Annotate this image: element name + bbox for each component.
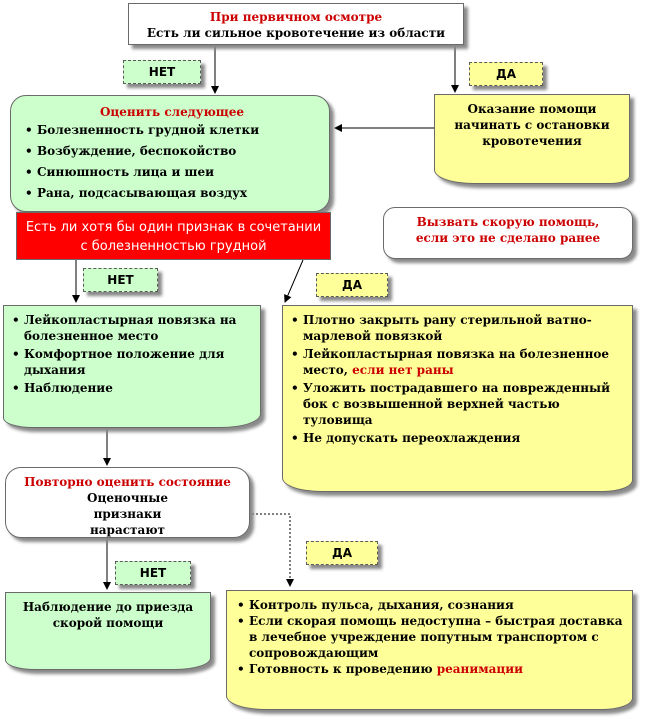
list-item-text: Готовность к проведению	[249, 662, 433, 676]
stop-bleeding-text: Оказание помощи начинать с остановки кровотечения	[454, 102, 610, 148]
sign-question-box	[16, 212, 331, 260]
list-item	[287, 346, 628, 378]
reassess-title: Повторно оценить состояние	[24, 475, 231, 489]
label-no-2: НЕТ	[83, 268, 158, 292]
reassess-text: Оценочные признаки нарастают	[87, 491, 168, 537]
list-item: • Не допускать переохлаждения	[287, 430, 628, 446]
assess-title: Оценить следующее	[99, 105, 245, 119]
sign-question-text: Есть ли хотя бы один признак в сочетании с болезненностью грудной	[25, 220, 322, 254]
observe-text: Наблюдение до приезда скорой помощи	[22, 600, 194, 630]
observe-box	[5, 592, 211, 670]
list-item-text: Лейкопластырная повязка на болезненное место,	[303, 347, 609, 377]
label-no-1: НЕТ	[123, 60, 201, 84]
list-item	[233, 661, 626, 677]
reassess-box	[5, 467, 250, 538]
ambulance-box	[383, 207, 633, 259]
assess-box	[10, 95, 330, 212]
list-item: • Синюшность лица и шеи	[21, 164, 323, 180]
label-no-3: НЕТ	[115, 561, 191, 585]
list-item: • Плотно закрыть рану стерильной ватно-марлевой повязкой	[287, 312, 628, 344]
initial-exam-box	[128, 3, 464, 45]
list-item: • Наблюдение	[8, 380, 256, 396]
list-item: • Возбуждение, беспокойство	[21, 143, 323, 159]
list-item: • Если скорая помощь недоступна – быстрая доставка в лечебное учреждение попутным транспортом с сопровождающим	[233, 613, 626, 661]
final-list	[233, 597, 626, 677]
label-yes-2: ДА	[316, 273, 388, 297]
stop-bleeding-box	[434, 94, 630, 184]
initial-exam-title: При первичном осмотре	[209, 10, 383, 24]
yes-branch-box	[282, 305, 633, 492]
ambulance-text: Вызвать скорую помощь, если это не сделано ранее	[415, 215, 601, 245]
list-item: • Комфортное положение для дыхания	[8, 346, 256, 378]
list-item: • Рана, подсасывающая воздух	[21, 185, 323, 201]
no-branch-box	[3, 305, 261, 428]
list-item: • Контроль пульса, дыхания, сознания	[233, 597, 626, 613]
no-branch-list	[8, 312, 256, 396]
list-item: • Уложить пострадавшего на поврежденный бок с возвышенной верхней частью туловища	[287, 380, 628, 428]
yes-branch-list	[287, 312, 628, 446]
no-wound-note: если нет раны	[352, 363, 454, 377]
label-yes-3: ДА	[306, 541, 378, 565]
list-item: • Болезненность грудной клетки	[21, 122, 323, 138]
resuscitation-note: реанимации	[436, 662, 524, 676]
final-box	[226, 590, 633, 710]
list-item: • Лейкопластырная повязка на болезненное место	[8, 312, 256, 344]
label-yes-1: ДА	[469, 62, 543, 86]
assess-list	[21, 122, 323, 201]
bleeding-question: Есть ли сильное кровотечение из области	[146, 26, 446, 40]
